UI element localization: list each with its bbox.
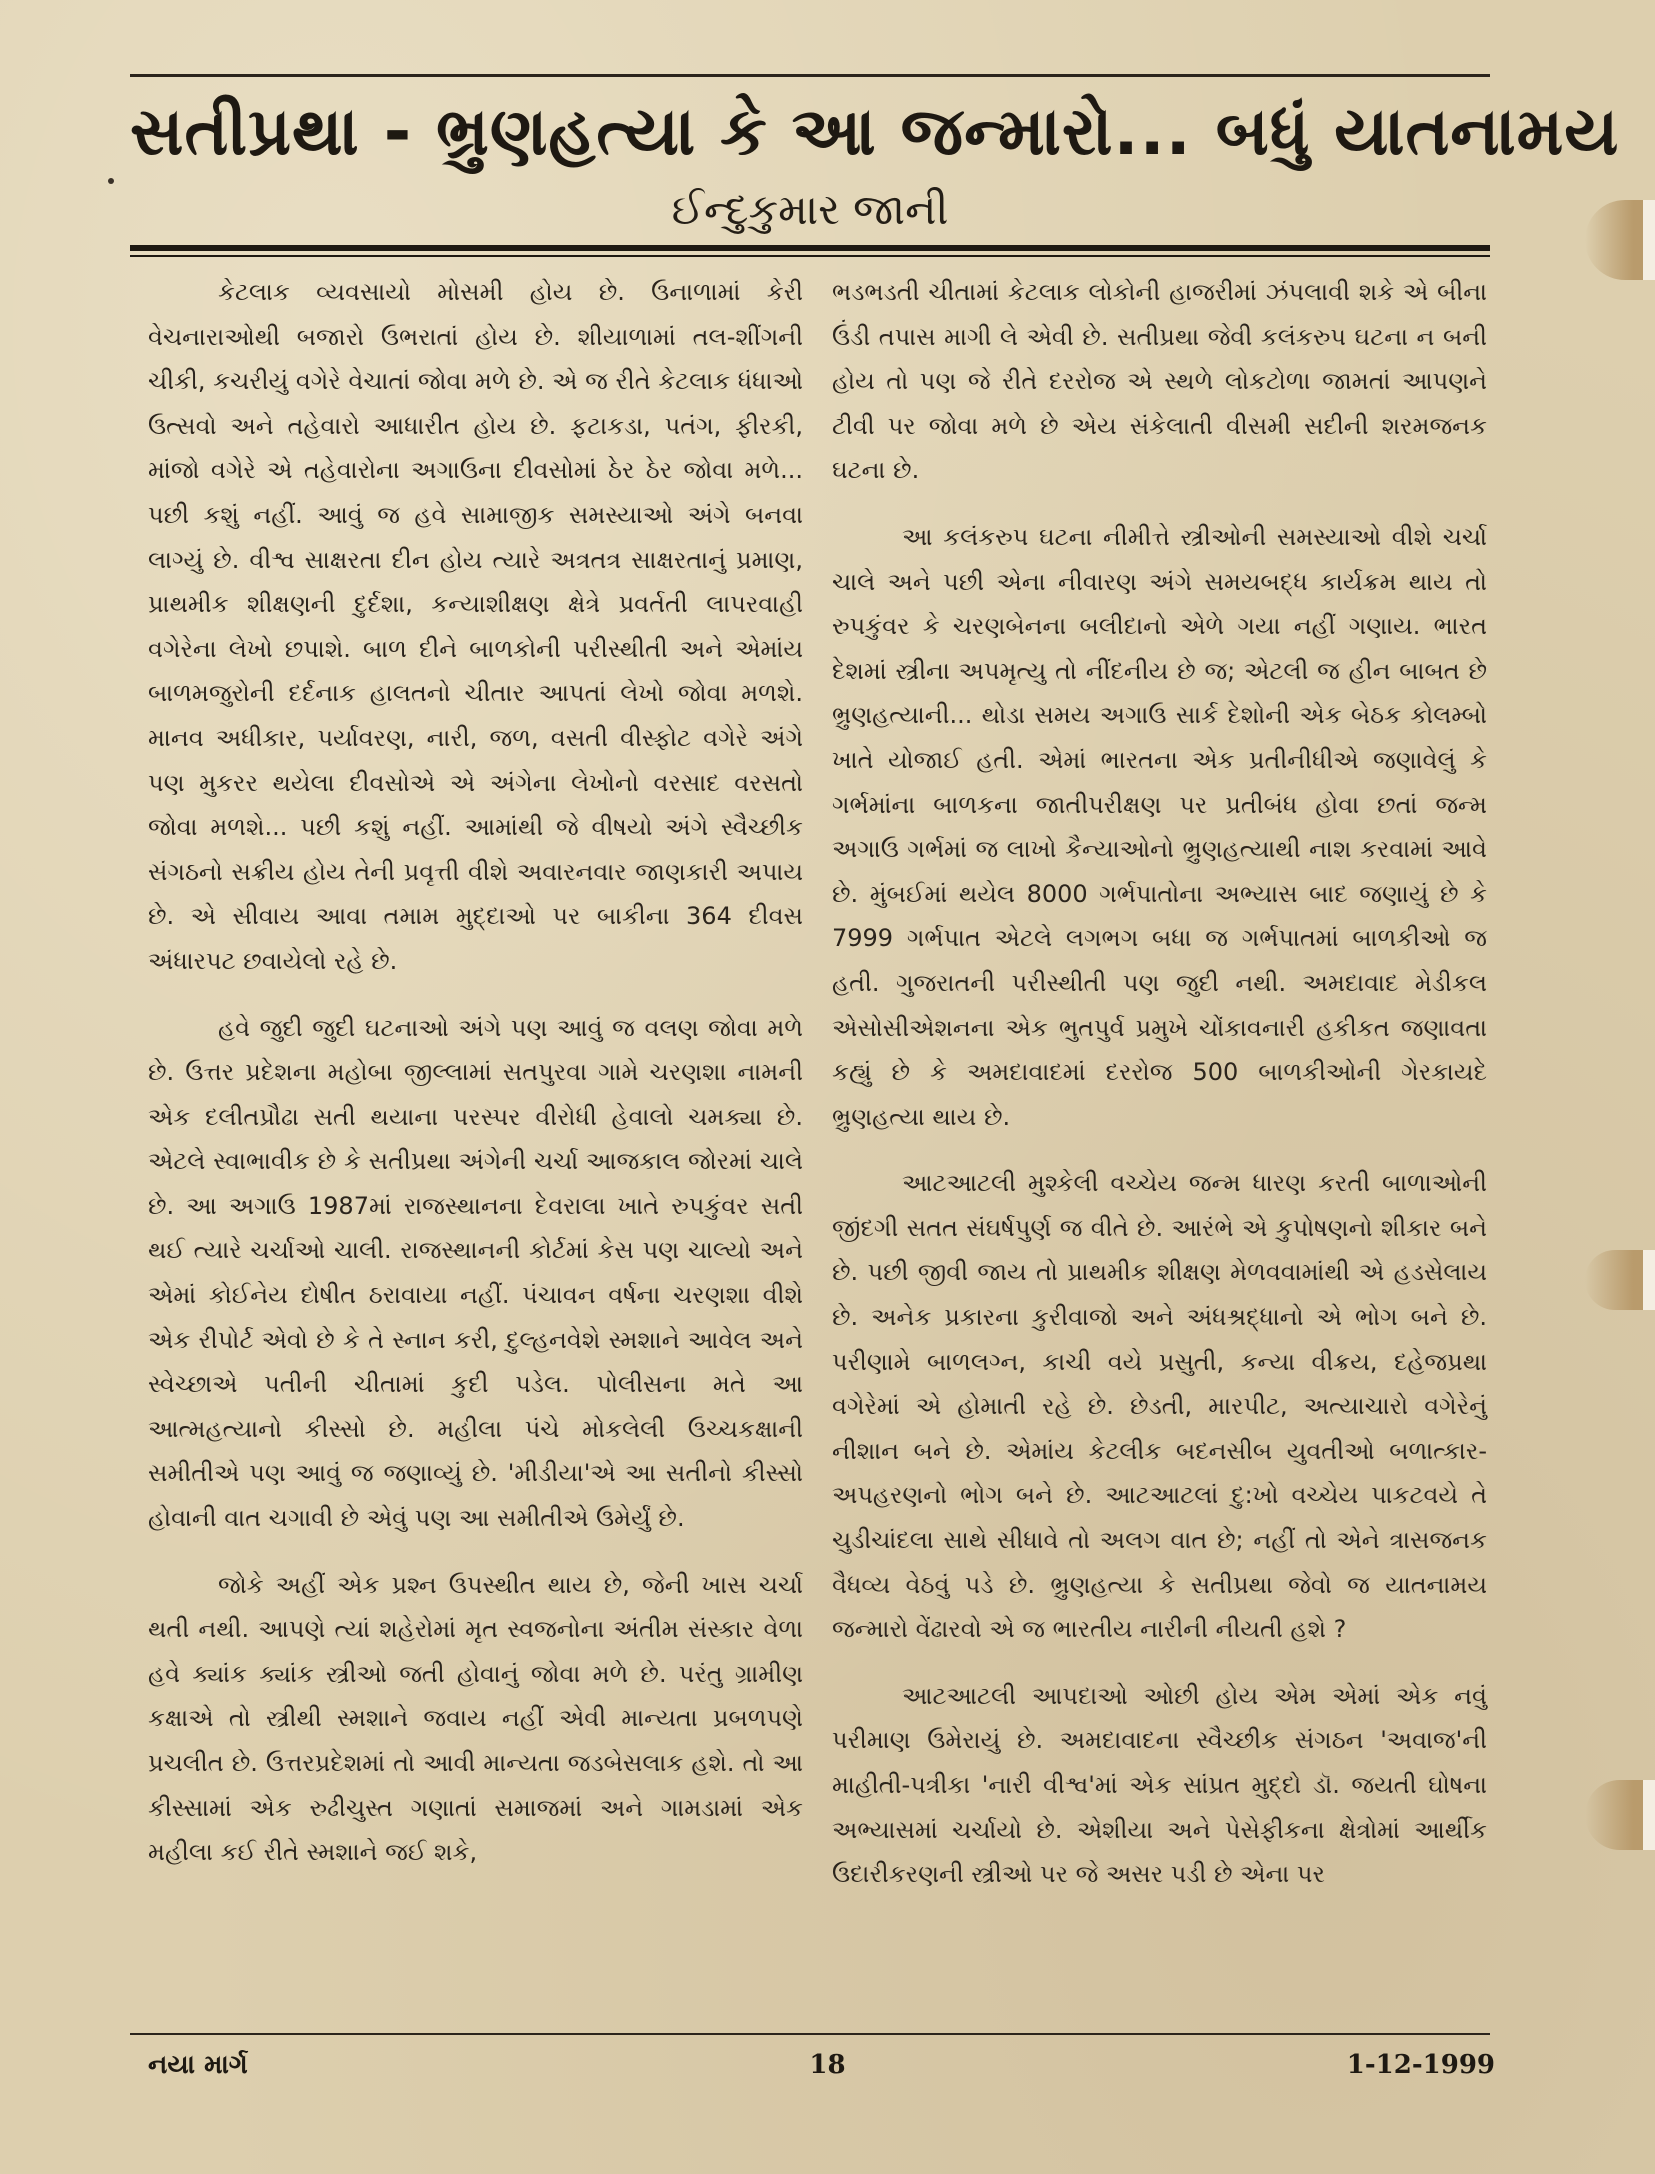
header-rule-top: [130, 74, 1490, 77]
paper-burn-mark: [1585, 200, 1655, 280]
header-rule-thin: [130, 255, 1490, 257]
publication-name: નયા માર્ગ: [148, 2050, 248, 2080]
article-column-right: [832, 270, 1487, 1919]
paragraph: કેટલાક વ્યવસાયો મોસમી હોય છે. ઉનાળામાં કેરી વેચનારાઓથી બજારો ઉભરાતાં હોય છે. શીયાળામાં તલ-શીંગની ચીકી, કચરીયું વગેરે વેચાતાં જોવા મળે છે. એ જ રીતે કેટલાક ધંધાઓ ઉત્સવો અને તહેવારો આધારીત હોય છે. ફટાકડા, પતંગ, ફીરકી, માંજો વગેરે એ તહેવારોના અગાઉના દીવસોમાં ઠેર ઠેર જોવા મળે... પછી કશું નહીં. આવું જ હવે સામાજીક સમસ્યાઓ અંગે બનવા લાગ્યું છે. વીશ્વ સાક્ષરતા દીન હોય ત્યારે અત્રતત્ર સાક્ષરતાનું પ્રમાણ, પ્રાથમીક શીક્ષણની દુર્દશા, કન્યાશીક્ષણ ક્ષેત્રે પ્રવર્તતી લાપરવાહી વગેરેના લેખો છપાશે. બાળ દીને બાળકોની પરીસ્થીતી અને એમાંય બાળમજુરોની દર્દનાક હાલતનો ચીતાર આપતાં લેખો જોવા મળશે. માનવ અધીકાર, પર્યાવરણ, નારી, જળ, વસતી વીસ્ફોટ વગેરે અંગે પણ મુકરર થયેલા દીવસોએ એ અંગેના લેખોનો વરસાદ વરસતો જોવા મળશે... પછી કશું નહીં. આમાંથી જે વીષયો અંગે સ્વૈચ્છીક સંગઠનો સક્રીય હોય તેની પ્રવૃત્તી વીશે અવારનવાર જાણકારી અપાય છે. એ સીવાય આવા તમામ મુદ્દાઓ પર બાકીના 364 દીવસ અંધારપટ છવાયેલો રહે છે.: [148, 278, 803, 975]
paragraph: ભડભડતી ચીતામાં કેટલાક લોકોની હાજરીમાં ઝંપલાવી શકે એ બીના ઉંડી તપાસ માગી લે એવી છે. સતીપ્રથા જેવી કલંકરુપ ઘટના ન બની હોય તો પણ જે રીતે દરરોજ એ સ્થળે લોકટોળા જામતાં આપણને ટીવી પર જોવા મળે છે એય સંકેલાતી વીસમી સદીની શરમજનક ઘટના છે.: [832, 278, 1487, 485]
header-rule-thick: [130, 245, 1490, 251]
footer-rule: [130, 2033, 1490, 2035]
article-title: સતીપ્રથા - ભ્રુણહત્યા કે આ જન્મારો... બધું યાતનામય: [130, 93, 1620, 170]
paragraph: આટઆટલી મુશ્કેલી વચ્ચેય જન્મ ધારણ કરતી બાળાઓની જીંદગી સતત સંઘર્ષપુર્ણ જ વીતે છે. આરંભે એ કુપોષણનો શીકાર બને છે. પછી જીવી જાય તો પ્રાથમીક શીક્ષણ મેળવવામાંથી એ હડસેલાય છે. અનેક પ્રકારના કુરીવાજો અને અંધશ્રદ્ધાનો એ ભોગ બને છે. પરીણામે બાળલગ્ન, કાચી વયે પ્રસુતી, કન્યા વીક્રય, દહેજપ્રથા વગેરેમાં એ હોમાતી રહે છે. છેડતી, મારપીટ, અત્યાચારો વગેરેનું નીશાન બને છે. એમાંય કેટલીક બદનસીબ યુવતીઓ બળાત્કાર-અપહરણનો ભોગ બને છે. આટઆટલાં દુ:ખો વચ્ચેય પાકટવયે તે ચુડીચાંદલા સાથે સીધાવે તો અલગ વાત છે; નહીં તો એને ત્રાસજનક વૈધવ્ય વેઠવું પડે છે. ભ્રુણહત્યા કે સતીપ્રથા જેવો જ યાતનામય જન્મારો વેંઢારવો એ જ ભારતીય નારીની નીયતી હશે ?: [832, 1169, 1487, 1644]
article-column-left: [148, 270, 803, 1897]
paragraph: હવે જુદી જુદી ઘટનાઓ અંગે પણ આવું જ વલણ જોવા મળે છે. ઉત્તર પ્રદેશના મહોબા જીલ્લામાં સતપુરવા ગામે ચરણશા નામની એક દલીતપ્રૌઢા સતી થયાના પરસ્પર વીરોધી હેવાલો ચમક્યા છે. એટલે સ્વાભાવીક છે કે સતીપ્રથા અંગેની ચર્ચા આજકાલ જોરમાં ચાલે છે. આ અગાઉ 1987માં રાજસ્થાનના દેવરાલા ખાતે રુપકુંવર સતી થઈ ત્યારે ચર્ચાઓ ચાલી. રાજસ્થાનની કોર્ટમાં કેસ પણ ચાલ્યો અને એમાં કોઈનેય દોષીત ઠરાવાયા નહીં. પંચાવન વર્ષના ચરણશા વીશે એક રીપોર્ટ એવો છે કે તે સ્નાન કરી, દુલ્હનવેશે સ્મશાને આવેલ અને સ્વેચ્છાએ પતીની ચીતામાં કુદી પડેલ. પોલીસના મતે આ આત્મહત્યાનો કીસ્સો છે. મહીલા પંચે મોકલેલી ઉચ્ચકક્ષાની સમીતીએ પણ આવું જ જણાવ્યું છે. 'મીડીયા'એ આ સતીનો કીસ્સો હોવાની વાત ચગાવી છે એવું પણ આ સમીતીએ ઉમેર્યું છે.: [148, 1013, 803, 1533]
paragraph: આટઆટલી આપદાઓ ઓછી હોય એમ એમાં એક નવું પરીમાણ ઉમેરાયું છે. અમદાવાદના સ્વૈચ્છીક સંગઠન 'અવાજ'ની માહીતી-પત્રીકા 'નારી વીશ્વ'માં એક સાંપ્રત મુદ્દો ડૉ. જયતી ઘોષના અભ્યાસમાં ચર્ચાયો છે. એશીયા અને પેસેફીકના ક્ષેત્રોમાં આર્થીક ઉદારીકરણની સ્ત્રીઓ પર જે અસર પડી છે એના પર: [832, 1681, 1487, 1889]
paper-burn-mark: [1585, 1780, 1655, 1850]
page-number: 18: [809, 2050, 846, 2080]
issue-date: 1-12-1999: [1346, 2050, 1495, 2080]
paragraph: આ કલંકરુપ ઘટના નીમીત્તે સ્ત્રીઓની સમસ્યાઓ વીશે ચર્ચા ચાલે અને પછી એના નીવારણ અંગે સમયબદ્ધ કાર્યક્રમ થાય તો રુપકુંવર કે ચરણબેનના બલીદાનો એળે ગયા નહીં ગણાય. ભારત દેશમાં સ્ત્રીના અપમૃત્યુ તો નીંદનીય છે જ; એટલી જ હીન બાબત છે ભ્રુણહત્યાની... થોડા સમય અગાઉ સાર્ક દેશોની એક બેઠક કોલમ્બો ખાતે યોજાઈ હતી. એમાં ભારતના એક પ્રતીનીધીએ જણાવેલું કે ગર્ભમાંના બાળકના જાતીપરીક્ષણ પર પ્રતીબંધ હોવા છતાં જન્મ અગાઉ ગર્ભમાં જ લાખો કૈન્યાઓનો ભ્રુણહત્યાથી નાશ કરવામાં આવે છે. મુંબઈમાં થયેલ 8000 ગર્ભપાતોના અભ્યાસ બાદ જણાયું છે કે 7999 ગર્ભપાત એટલે લગભગ બધા જ ગર્ભપાતમાં બાળકીઓ જ હતી. ગુજરાતની પરીસ્થીતી પણ જુદી નથી. અમદાવાદ મેડીકલ એસોસીએશનના એક ભુતપુર્વ પ્રમુખે ચોંકાવનારી હકીકત જણાવતા કહ્યું છે કે અમદાવાદમાં દરરોજ 500 બાળકીઓની ગેરકાયદે ભ્રુણહત્યા થાય છે.: [832, 522, 1487, 1131]
paper-burn-mark: [1585, 1250, 1655, 1310]
paragraph: જોકે અહીં એક પ્રશ્ન ઉપસ્થીત થાય છે, જેની ખાસ ચર્ચા થતી નથી. આપણે ત્યાં શહેરોમાં મૃત સ્વજનોના અંતીમ સંસ્કાર વેળા હવે ક્યાંક ક્યાંક સ્ત્રીઓ જતી હોવાનું જોવા મળે છે. પરંતુ ગ્રામીણ કક્ષાએ તો સ્ત્રીથી સ્મશાને જવાય નહીં એવી માન્યતા પ્રબળપણે પ્રચલીત છે. ઉત્તરપ્રદેશમાં તો આવી માન્યતા જડબેસલાક હશે. તો આ કીસ્સામાં એક રુઢીચુસ્ત ગણાતાં સમાજમાં અને ગામડામાં એક મહીલા કઈ રીતે સ્મશાને જઈ શકે,: [148, 1570, 803, 1867]
article-author: ઈન્દુકુમાર જાની: [671, 185, 949, 234]
speck: [108, 178, 114, 184]
